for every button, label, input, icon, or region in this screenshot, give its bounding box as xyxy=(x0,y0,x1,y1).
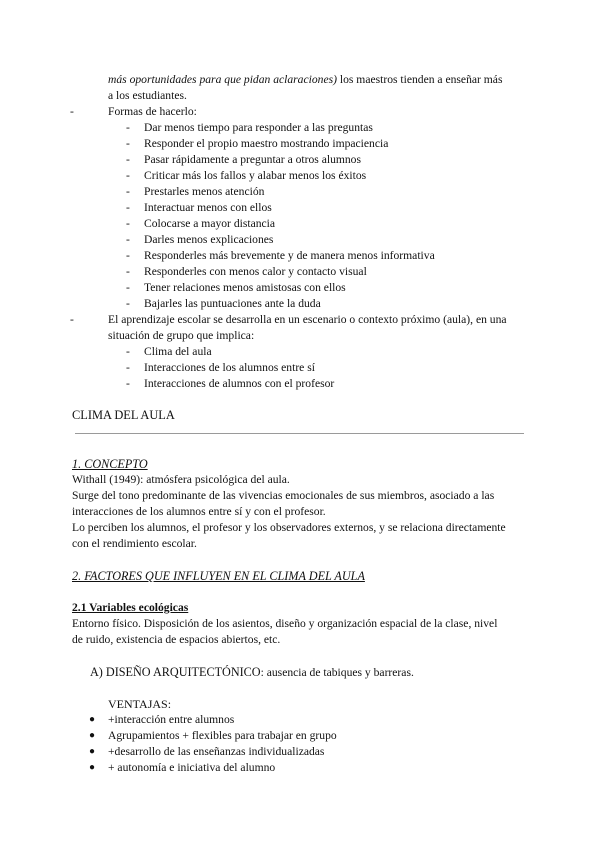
diseno-label: A) DISEÑO ARQUITECTÓNICO xyxy=(90,665,261,679)
formas-item: - Tener relaciones menos amistosas con ellos xyxy=(126,281,346,294)
formas-item: - Colocarse a mayor distancia xyxy=(126,217,276,230)
formas-item: - Bajarles las puntuaciones ante la duda xyxy=(126,297,321,310)
formas-item: - Dar menos tiempo para responder a las preguntas xyxy=(126,121,373,134)
formas-title: - Formas de hacerlo: xyxy=(108,104,197,120)
formas-item: - Prestarles menos atención xyxy=(126,185,265,198)
bullet-icon: ● xyxy=(89,714,96,725)
ventajas-label: VENTAJAS: xyxy=(108,697,172,711)
aprendizaje-line-2: situación de grupo que implica: xyxy=(108,329,255,342)
aprendizaje-item: - Interacciones de los alumnos entre sí xyxy=(126,361,315,374)
intro-rest: los maestros tienden a enseñar más xyxy=(336,73,503,86)
concepto-line-1: Withall (1949): atmósfera psicológica del aula. xyxy=(72,473,290,486)
concepto-line-4: Lo perciben los alumnos, el profesor y los observadores externos, y se relaciona directamente xyxy=(72,521,506,534)
concepto-line-2: Surge del tono predominante de las vivencias emocionales de sus miembros, asociado a las xyxy=(72,489,495,502)
concepto-line-5: con el rendimiento escolar. xyxy=(72,537,197,550)
diseno-desc: : ausencia de tabiques y barreras. xyxy=(260,666,414,679)
intro-italic: más oportunidades para que pidan aclaraciones) xyxy=(108,73,337,86)
bullet-icon: ● xyxy=(89,730,96,741)
concepto-line-3: interacciones de los alumnos entre sí y con el profesor. xyxy=(72,505,326,518)
ventaja-item: Agrupamientos + flexibles para trabajar en grupo xyxy=(108,729,337,742)
formas-item: - Responder el propio maestro mostrando impaciencia xyxy=(126,137,389,150)
concepto-heading: 1. CONCEPTO xyxy=(72,457,148,471)
formas-item: - Criticar más los fallos y alabar menos los éxitos xyxy=(126,169,367,182)
variables-line-2: de ruido, existencia de espacios abiertos, etc. xyxy=(72,633,281,646)
diseno-heading xyxy=(90,664,414,681)
variables-line-1: Entorno físico. Disposición de los asientos, diseño y organización espacial de la clase, nivel xyxy=(72,617,498,630)
aprendizaje-item: - Clima del aula xyxy=(126,345,212,358)
formas-item: - Interactuar menos con ellos xyxy=(126,201,272,214)
ventaja-item: +interacción entre alumnos xyxy=(108,713,235,726)
ventaja-item: + autonomía e iniciativa del alumno xyxy=(108,761,276,774)
variables-heading: 2.1 Variables ecológicas xyxy=(72,601,189,614)
aprendizaje-line-1: - El aprendizaje escolar se desarrolla en un escenario o contexto próximo (aula), en una xyxy=(108,312,507,328)
intro-line-1 xyxy=(108,72,502,88)
formas-item: - Responderles más brevemente y de manera menos informativa xyxy=(126,249,435,262)
bullet-icon: ● xyxy=(89,746,96,757)
horizontal-rule xyxy=(75,433,524,434)
factores-heading: 2. FACTORES QUE INFLUYEN EN EL CLIMA DEL AULA xyxy=(72,569,365,583)
bullet-icon: ● xyxy=(89,762,96,773)
formas-item: - Pasar rápidamente a preguntar a otros alumnos xyxy=(126,153,361,166)
section-title-clima: CLIMA DEL AULA xyxy=(72,408,175,422)
formas-item: - Responderles con menos calor y contacto visual xyxy=(126,265,367,278)
intro-line-2: a los estudiantes. xyxy=(108,89,187,102)
formas-item: - Darles menos explicaciones xyxy=(126,233,274,246)
ventaja-item: +desarrollo de las enseñanzas individualizadas xyxy=(108,745,325,758)
aprendizaje-item: - Interacciones de alumnos con el profesor xyxy=(126,377,335,390)
